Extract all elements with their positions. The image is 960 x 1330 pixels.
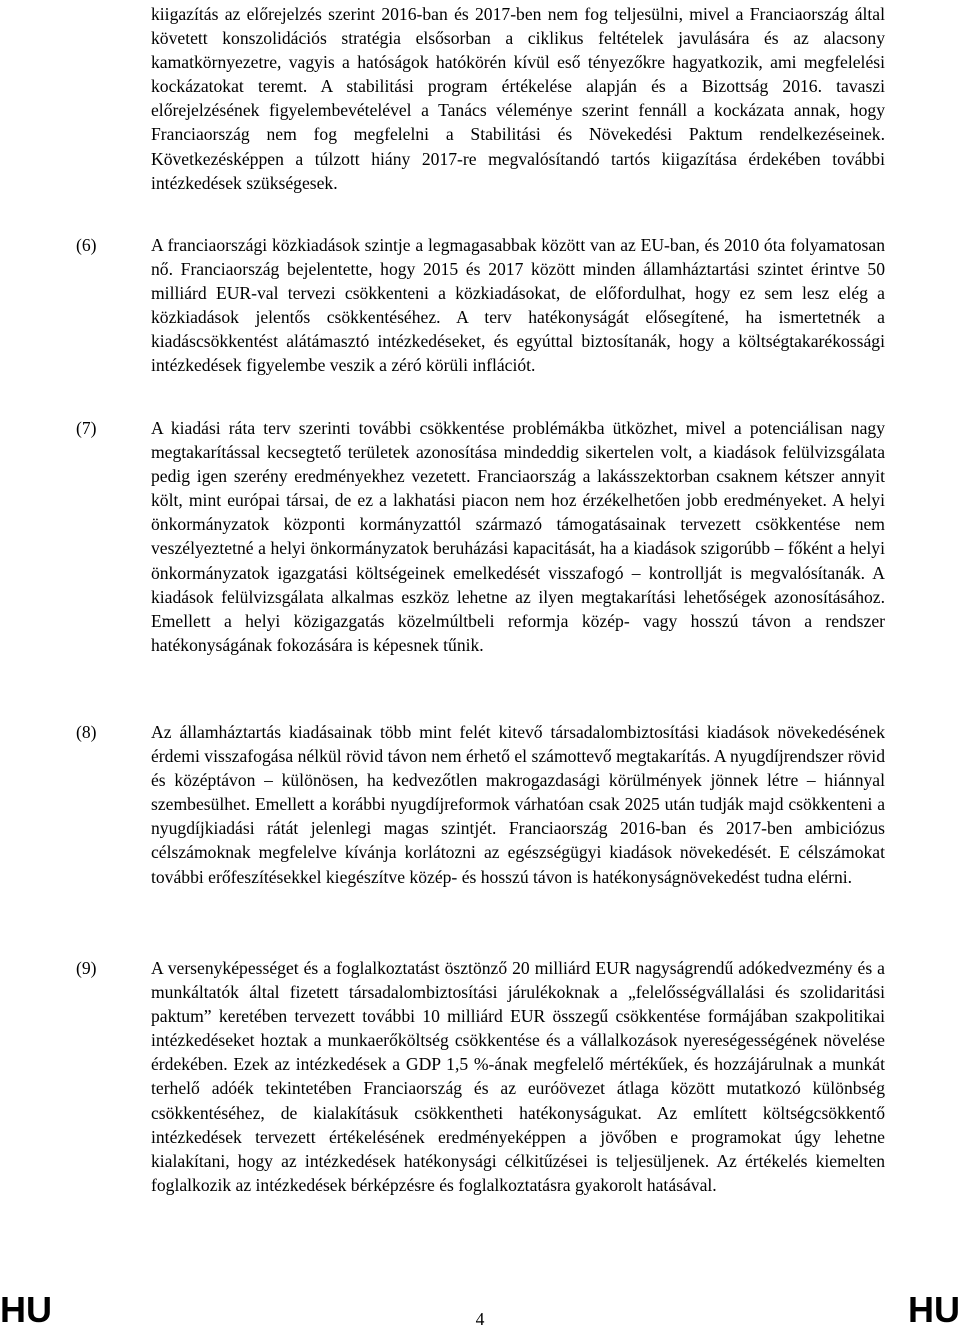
paragraph-number: (9) [76, 958, 97, 978]
paragraph-number: (6) [76, 235, 97, 255]
paragraph-8: Az államháztartás kiadásainak több mint felét kitevő társadalombiztosítási kiadások növekedésének érdemi visszafogása nélkül rövid távon nem érhető el számottevő megtakarítás. A nyugdíjrendszer rövid és középtávon – különösen, ha kedvezőtlen makrogazdasági körülmények jönnek létre – hiánnyal szembesülhet. Emellett a korábbi nyugdíjreformok várhatóan csak 2025 után tudják majd csökkenteni a nyugdíjkiadási rátát jelenlegi magas szintjét. Franciaország 2016-ban és 2017-ben ambiciózus célszámoknak megfelelve kívánja korlátozni az egészségügyi kiadások növekedését. E célszámokat további erőfeszítésekkel kiegészítve közép- és hosszú távon is hatékonyságnövekedést tudna elérni. [151, 722, 885, 887]
paragraph-6: A franciaországi közkiadások szintje a legmagasabbak között van az EU-ban, és 2010 óta folyamatosan nő. Franciaország bejelentette, hogy 2015 és 2017 között minden államháztartási szintet érintve 50 milliárd EUR-val tervezi csökkenteni a közkiadásokat, de előfordulhat, hogy ez sem lesz elég a közkiadások jelentős csökkentéséhez. A terv hatékonyságát elősegítené, ha ismertetnék a kiadáscsökkentést alátámasztó intézkedéseket, és egyúttal biztosítanák, hogy a költségtakarékossági intézkedések figyelembe veszik a zéró körüli inflációt. [151, 235, 885, 376]
paragraph-7: A kiadási ráta terv szerinti további csökkentése problémákba ütközhet, mivel a potenciálisan nagy megtakarítással kecsegtető területek azonosítása mindeddig sikertelen volt, a kiadások felülvizsgálata pedig igen szerény eredményekhez vezetett. Franciaország a lakásszektorban csaknem kétszer annyit költ, mint európai társai, de ez a lakhatási piacon nem hoz érzékelhetően jobb eredményeket. A helyi önkormányzatok központi kormányzattól származó támogatásainak tervezett csökkentése nem veszélyeztetné a helyi önkormányzatok beruházási kapacitását, ha a kiadások szigorúbb – főként a helyi önkormányzatok igazgatási költségeinek emelkedését visszafogó – kontrollját is megvalósítanák. A kiadások felülvizsgálata alkalmas eszköz lehetne az ilyen megtakarítási lehetőségek azonosításához. Emellett a helyi közigazgatás közelmúltbeli reformja közép- vagy hosszú távon a rendszer hatékonyságának fokozására is képesnek tűnik. [151, 418, 885, 655]
paragraph-9: A versenyképességet és a foglalkoztatást ösztönző 20 milliárd EUR nagyságrendű adókedvezmény és a munkáltatók által fizetett társadalombiztosítási járulékoknak a „felelősségvállalási és szolidaritási paktum” keretében tervezett további 10 milliárd EUR összegű csökkentése formájában szakpolitikai intézkedéseket hoztak a munkaerőköltség csökkentése és a vállalkozások nyereségességének növelése érdekében. Ezek az intézkedések a GDP 1,5 %-ának megfelelő mértékűek, és hozzájárulnak a munkát terhelő adóék tekintetében Franciaország és az euróövezet átlaga között mutatkozó különbség csökkentéséhez, de kialakításuk csökkentheti hatékonyságukat. Az említett költségcsökkentő intézkedések tervezett értékelésének eredményeképpen a jövőben e programokat úgy lehetne kialakítani, hogy az intézkedések hatékonysági célkitűzései is teljesüljenek. Az értékelés kiemelten foglalkozik az intézkedések bérképzésre és foglalkoztatásra gyakorolt hatásával. [151, 958, 885, 1195]
page-number: 4 [475, 1309, 485, 1329]
footer-language-left: HU [0, 1289, 52, 1330]
footer-language-right: HU [908, 1289, 960, 1330]
paragraph-number: (7) [76, 418, 97, 438]
paragraph-number: (8) [76, 722, 97, 742]
paragraph-continued: kiigazítás az előrejelzés szerint 2016-ban és 2017-ben nem fog teljesülni, mivel a Franciaország által követett konszolidációs stratégia elsősorban a ciklikus feltételek javulására és az alacsony kamatkörnyezetre, vagyis a hatóságok hatókörén kívül eső tényezőkre hagyatkozik, ami megfelelési kockázatokat teremt. A stabilitási program értékelése alapján és a Bizottság 2016. tavaszi előrejelzésének figyelembevételével a Tanács véleménye szerint fennáll a kockázata annak, hogy Franciaország nem fog megfelelni a Stabilitási és Növekedési Paktum rendelkezéseinek. Következésképpen a túlzott hiány 2017-re megvalósítandó tartós kiigazítása érdekében további intézkedések szükségesek. [151, 4, 885, 193]
